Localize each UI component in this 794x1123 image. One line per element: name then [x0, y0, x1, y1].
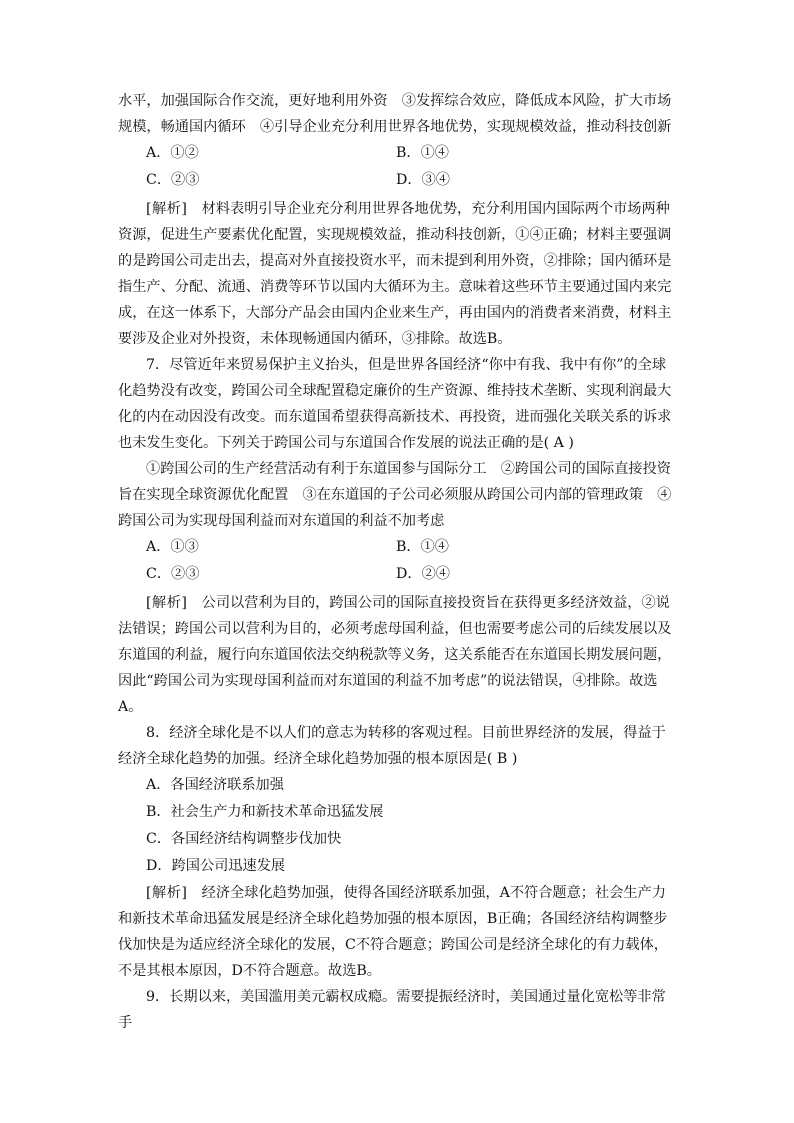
- analysis-label: [解析]: [146, 885, 188, 901]
- option-b: B．社会生产力和新技术革命迅猛发展: [146, 804, 384, 820]
- question-7: [118, 352, 676, 720]
- question-7-items: ①跨国公司的生产经营活动有利于东道国参与国际分工 ②跨国公司的国际直接投资旨在实现全球资源优化配置 ③在东道国的子公司必须服从跨国公司内部的管理政策 ④跨国公司为实现母国利益而对东道国的利益不加考虑: [118, 461, 672, 529]
- option-a: A．①②: [146, 145, 199, 161]
- option-d: D．③④: [396, 172, 450, 188]
- analysis-text: 材料表明引导企业充分利用世界各地优势，充分利用国内国际两个市场两种资源，促进生产要素优化配置，实现规模效益，推动科技创新，①④正确；材料主要强调的是跨国公司走出去，提高对外直接投资水平，而未提到利用外资，②排除；国内循环是指生产、分配、流通、消费等环节以国内大循环为主。意味着这些环节主要通过国内来完成，在这一体系下，大部分产品会由国内企业来生产，再由国内的消费者来消费，材料主要涉及企业对外投资，未体现畅通国内循环，③排除。故选B。: [118, 201, 672, 347]
- question-9: [118, 984, 676, 1036]
- question-8-analysis: [118, 880, 676, 984]
- option-b: B．①④: [396, 539, 449, 555]
- question-6-items-continued: 水平，加强国际合作交流，更好地利用外资 ③发挥综合效应，降低成本风险，扩大市场规模，畅通国内循环 ④引导企业充分利用世界各地优势，实现规模效益，推动科技创新: [118, 93, 672, 135]
- question-9-stem: 9．长期以来，美国滥用美元霸权成瘾。需要提振经济时，美国通过量化宽松等非常手: [118, 989, 666, 1031]
- question-8-stem: 8．经济全球化是不以人们的意志为转移的客观过程。目前世界经济的发展，得益于经济全球化趋势的加强。经济全球化趋势加强的根本原因是( B ): [118, 725, 666, 767]
- analysis-label: [解析]: [146, 201, 188, 217]
- option-d: D．跨国公司迅速发展: [146, 858, 286, 874]
- option-d: D．②④: [396, 566, 450, 582]
- analysis-label: [解析]: [146, 595, 188, 611]
- option-b: B．①④: [396, 145, 449, 161]
- question-6-options: [118, 140, 676, 194]
- analysis-text: 公司以营利为目的，跨国公司的国际直接投资旨在获得更多经济效益，②说法错误；跨国公司以营利为目的，必须考虑母国利益，但也需要考虑公司的后续发展以及东道国的利益，履行向东道国依法交纳税款等义务，这关系能否在东道国长期发展问题，因此“跨国公司为实现母国利益而对东道国的利益不加考虑”的说法错误，④排除。故选A。: [118, 595, 672, 715]
- option-a: A．①③: [146, 539, 199, 555]
- option-c: C．各国经济结构调整步伐加快: [146, 831, 342, 847]
- question-8: [118, 720, 676, 984]
- question-7-analysis: [118, 590, 676, 720]
- option-a: A．各国经济联系加强: [146, 777, 284, 793]
- question-6: [118, 88, 676, 352]
- question-6-analysis: [118, 196, 676, 352]
- analysis-text: 经济全球化趋势加强，使得各国经济联系加强，A不符合题意；社会生产力和新技术革命迅猛发展是经济全球化趋势加强的根本原因，B正确；各国经济结构调整步伐加快是为适应经济全球化的发展，C不符合题意；跨国公司是经济全球化的有力载体，不是其根本原因，D不符合题意。故选B。: [118, 885, 668, 979]
- option-c: C．②③: [146, 566, 200, 582]
- question-7-stem: 7．尽管近年来贸易保护主义抬头，但是世界各国经济“你中有我、我中有你”的全球化趋势没有改变，跨国公司全球配置稳定廉价的生产资源、维持技术垄断、实现利润最大化的内在动因没有改变。而东道国希望获得高新技术、再投资，进而强化关联关系的诉求也未发生变化。下列关于跨国公司与东道国合作发展的说法正确的是( A ): [118, 357, 672, 451]
- question-7-options: [118, 534, 676, 588]
- option-c: C．②③: [146, 172, 200, 188]
